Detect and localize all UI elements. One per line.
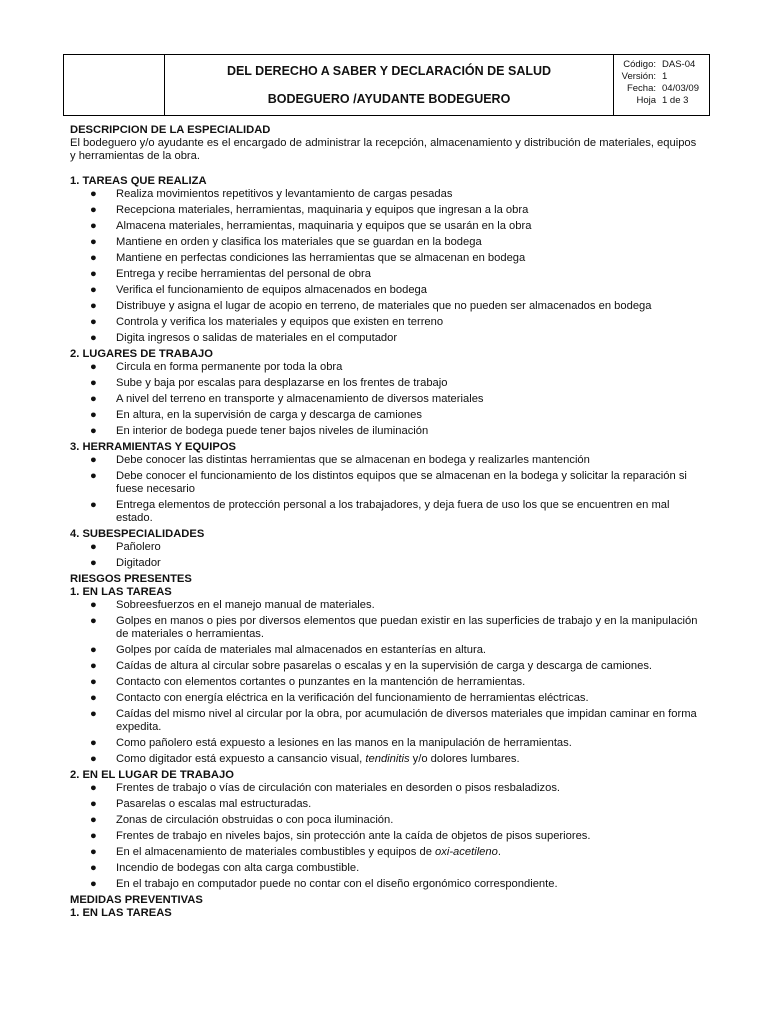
list-item-text: A nivel del terreno en transporte y almacenamiento de diversos materiales xyxy=(116,393,484,405)
herramientas-list xyxy=(70,454,702,525)
list-item-text: Distribuye y asigna el lugar de acopio en terreno, de materiales que no pueden ser almacenados en bodega xyxy=(116,300,652,312)
list-item-text: Sobreesfuerzos en el manejo manual de materiales. xyxy=(116,599,375,611)
meta-value: DAS-04 xyxy=(662,59,696,70)
bullet-icon: ● xyxy=(90,830,97,842)
list-item-text: En altura, en la supervisión de carga y descarga de camiones xyxy=(116,409,422,421)
list-item xyxy=(70,252,702,265)
list-item-text: Controla y verifica los materiales y equipos que existen en terreno xyxy=(116,316,444,328)
list-item xyxy=(70,332,702,345)
list-item xyxy=(70,676,702,689)
list-item-text: Entrega elementos de protección personal a los trabajadores, y deja fuera de uso los que se encuentren en mal estado. xyxy=(116,499,670,524)
list-item-text: Caídas del mismo nivel al circular por la obra, por acumulación de diversos materiales que impidan caminar en forma expedita. xyxy=(116,708,697,733)
list-item-text: Digita ingresos o salidas de materiales en el computador xyxy=(116,332,398,344)
list-item-text: Mantiene en perfectas condiciones las herramientas que se almacenan en bodega xyxy=(116,252,526,264)
bullet-icon: ● xyxy=(90,644,97,656)
list-item xyxy=(70,599,702,612)
list-item-text: Entrega y recibe herramientas del personal de obra xyxy=(116,268,371,280)
list-item-text: Debe conocer el funcionamiento de los distintos equipos que se almacenan en la bodega y solicitar la reparación si fuese necesario xyxy=(116,470,687,495)
list-item-text: Sube y baja por escalas para desplazarse en los frentes de trabajo xyxy=(116,377,448,389)
riesgos-tareas-heading: 1. EN LAS TAREAS xyxy=(70,586,172,598)
meta-row-fecha xyxy=(614,83,709,95)
meta-label: Versión: xyxy=(621,71,656,82)
list-item xyxy=(70,660,702,673)
meta-label: Código: xyxy=(623,59,656,70)
title-cell xyxy=(165,55,614,115)
list-item xyxy=(70,393,702,406)
list-item-text: Golpes por caída de materiales mal almacenados en estanterías en altura. xyxy=(116,644,487,656)
section-heading-subespecialidades: 4. SUBESPECIALIDADES xyxy=(70,528,205,540)
bullet-icon: ● xyxy=(90,454,97,466)
list-item-text: Incendio de bodegas con alta carga combustible. xyxy=(116,862,360,874)
list-item xyxy=(70,692,702,705)
list-item-text: Almacena materiales, herramientas, maquinaria y equipos que se usarán en la obra xyxy=(116,220,532,232)
riesgos-tareas-list xyxy=(70,599,702,766)
bullet-icon: ● xyxy=(90,862,97,874)
bullet-icon: ● xyxy=(90,753,97,765)
bullet-icon: ● xyxy=(90,377,97,389)
list-item xyxy=(70,782,702,795)
meta-value: 1 de 3 xyxy=(662,95,689,106)
list-item xyxy=(70,361,702,374)
section-heading-riesgos: RIESGOS PRESENTES xyxy=(70,573,192,585)
list-item xyxy=(70,644,702,657)
document-metadata xyxy=(614,55,709,115)
bullet-icon: ● xyxy=(90,708,97,720)
list-item: ● Como digitador está expuesto a cansancio visual, tendinitis y/o dolores lumbares. xyxy=(90,753,520,765)
document-title: DEL DERECHO A SABER Y DECLARACIÓN DE SALUD xyxy=(226,64,552,78)
section-heading-lugares: 2. LUGARES DE TRABAJO xyxy=(70,348,213,360)
list-item-text: Debe conocer las distintas herramientas que se almacenan en bodega y realizarles mantención xyxy=(116,454,590,466)
bullet-icon: ● xyxy=(90,499,97,511)
section-heading-tareas: 1. TAREAS QUE REALIZA xyxy=(70,175,207,187)
bullet-icon: ● xyxy=(90,409,97,421)
bullet-icon: ● xyxy=(90,660,97,672)
bullet-icon: ● xyxy=(90,284,97,296)
list-item-text: Pañolero xyxy=(116,541,161,553)
list-item-text: En el trabajo en computador puede no contar con el diseño ergonómico correspondiente. xyxy=(116,878,558,890)
bullet-icon: ● xyxy=(90,204,97,216)
section-heading-herramientas: 3. HERRAMIENTAS Y EQUIPOS xyxy=(70,441,236,453)
list-item xyxy=(70,268,702,281)
list-item xyxy=(70,204,702,217)
logo-cell xyxy=(64,55,165,115)
bullet-icon: ● xyxy=(90,361,97,373)
list-item-text: Contacto con energía eléctrica en la verificación del funcionamiento de herramientas eléctricas. xyxy=(116,692,589,704)
bullet-icon: ● xyxy=(90,316,97,328)
bullet-icon: ● xyxy=(90,692,97,704)
list-item-text: Digitador xyxy=(116,557,161,569)
list-item-text: Golpes en manos o pies por diversos elementos que puedan existir en las superficies de trabajo y en la manipulación de materiales o herramientas. xyxy=(116,615,698,640)
section-heading-medidas: MEDIDAS PREVENTIVAS xyxy=(70,894,203,906)
meta-row-version xyxy=(614,71,709,83)
list-item xyxy=(70,425,702,438)
bullet-icon: ● xyxy=(90,300,97,312)
list-item xyxy=(70,615,702,641)
list-item xyxy=(70,737,702,750)
list-item xyxy=(70,830,702,843)
list-item-text: Realiza movimientos repetitivos y levantamiento de cargas pesadas xyxy=(116,188,453,200)
list-item-text: Zonas de circulación obstruidas o con poca iluminación. xyxy=(116,814,394,826)
bullet-icon: ● xyxy=(90,557,97,569)
list-item xyxy=(70,862,702,875)
bullet-icon: ● xyxy=(90,470,97,482)
meta-row-codigo xyxy=(614,59,709,71)
meta-label: Hoja xyxy=(636,95,656,106)
riesgos-lugar-heading: 2. EN EL LUGAR DE TRABAJO xyxy=(70,769,234,781)
bullet-icon: ● xyxy=(90,188,97,200)
list-item-text: Mantiene en orden y clasifica los materiales que se guardan en la bodega xyxy=(116,236,482,248)
bullet-icon: ● xyxy=(90,252,97,264)
list-item xyxy=(70,316,702,329)
list-item xyxy=(70,798,702,811)
list-item xyxy=(70,454,702,467)
list-item xyxy=(70,708,702,734)
list-item: ● En el almacenamiento de materiales combustibles y equipos de oxi-acetileno. xyxy=(90,846,501,858)
riesgos-lugar-list xyxy=(70,782,702,891)
bullet-icon: ● xyxy=(90,814,97,826)
list-item xyxy=(70,220,702,233)
bullet-icon: ● xyxy=(90,615,97,627)
bullet-icon: ● xyxy=(90,737,97,749)
list-item xyxy=(70,878,702,891)
meta-row-hoja xyxy=(614,95,709,107)
list-item-text: Recepciona materiales, herramientas, maquinaria y equipos que ingresan a la obra xyxy=(116,204,529,216)
bullet-icon: ● xyxy=(90,425,97,437)
list-item-text: Caídas de altura al circular sobre pasarelas o escalas y en la supervisión de carga y descarga de camiones. xyxy=(116,660,653,672)
list-item xyxy=(70,377,702,390)
bullet-icon: ● xyxy=(90,676,97,688)
bullet-icon: ● xyxy=(90,878,97,890)
lugares-list xyxy=(70,361,702,438)
bullet-icon: ● xyxy=(90,782,97,794)
list-item-text: Verifica el funcionamiento de equipos almacenados en bodega xyxy=(116,284,427,296)
document-header xyxy=(63,54,710,116)
meta-value: 1 xyxy=(662,71,668,82)
bullet-icon: ● xyxy=(90,393,97,405)
list-item-text: Circula en forma permanente por toda la obra xyxy=(116,361,343,373)
list-item xyxy=(70,541,702,554)
document-body xyxy=(70,124,702,920)
list-item xyxy=(70,300,702,313)
list-item-text: En interior de bodega puede tener bajos niveles de iluminación xyxy=(116,425,429,437)
bullet-icon: ● xyxy=(90,798,97,810)
document-subtitle: BODEGUERO /AYUDANTE BODEGUERO xyxy=(267,92,511,106)
list-item xyxy=(70,188,702,201)
bullet-icon: ● xyxy=(90,236,97,248)
bullet-icon: ● xyxy=(90,541,97,553)
list-item-text: Frentes de trabajo en niveles bajos, sin protección ante la caída de objetos de pisos superiores. xyxy=(116,830,591,842)
list-item-text: Como pañolero está expuesto a lesiones en las manos en la manipulación de herramientas. xyxy=(116,737,572,749)
list-item-text: Pasarelas o escalas mal estructuradas. xyxy=(116,798,312,810)
list-item xyxy=(70,409,702,422)
bullet-icon: ● xyxy=(90,220,97,232)
list-item-text: Frentes de trabajo o vías de circulación con materiales en desorden o pisos resbaladizos. xyxy=(116,782,561,794)
bullet-icon: ● xyxy=(90,268,97,280)
list-item xyxy=(70,499,702,525)
medidas-tareas-heading: 1. EN LAS TAREAS xyxy=(70,907,172,919)
bullet-icon: ● xyxy=(90,599,97,611)
list-item xyxy=(70,236,702,249)
list-item xyxy=(70,814,702,827)
section-heading-descripcion: DESCRIPCION DE LA ESPECIALIDAD xyxy=(70,124,271,136)
list-item xyxy=(70,470,702,496)
meta-label: Fecha: xyxy=(626,83,656,94)
list-item-text: Contacto con elementos cortantes o punzantes en la mantención de herramientas. xyxy=(116,676,526,688)
list-item xyxy=(70,557,702,570)
meta-value: 04/03/09 xyxy=(662,83,699,94)
descripcion-text: El bodeguero y/o ayudante es el encargado de administrar la recepción, almacenamiento y distribución de materiales, equipos y herramientas de la obra. xyxy=(70,137,697,162)
list-item xyxy=(70,284,702,297)
subespecialidades-list xyxy=(70,541,702,570)
tareas-list xyxy=(70,188,702,345)
bullet-icon: ● xyxy=(90,332,97,344)
bullet-icon: ● xyxy=(90,846,97,858)
